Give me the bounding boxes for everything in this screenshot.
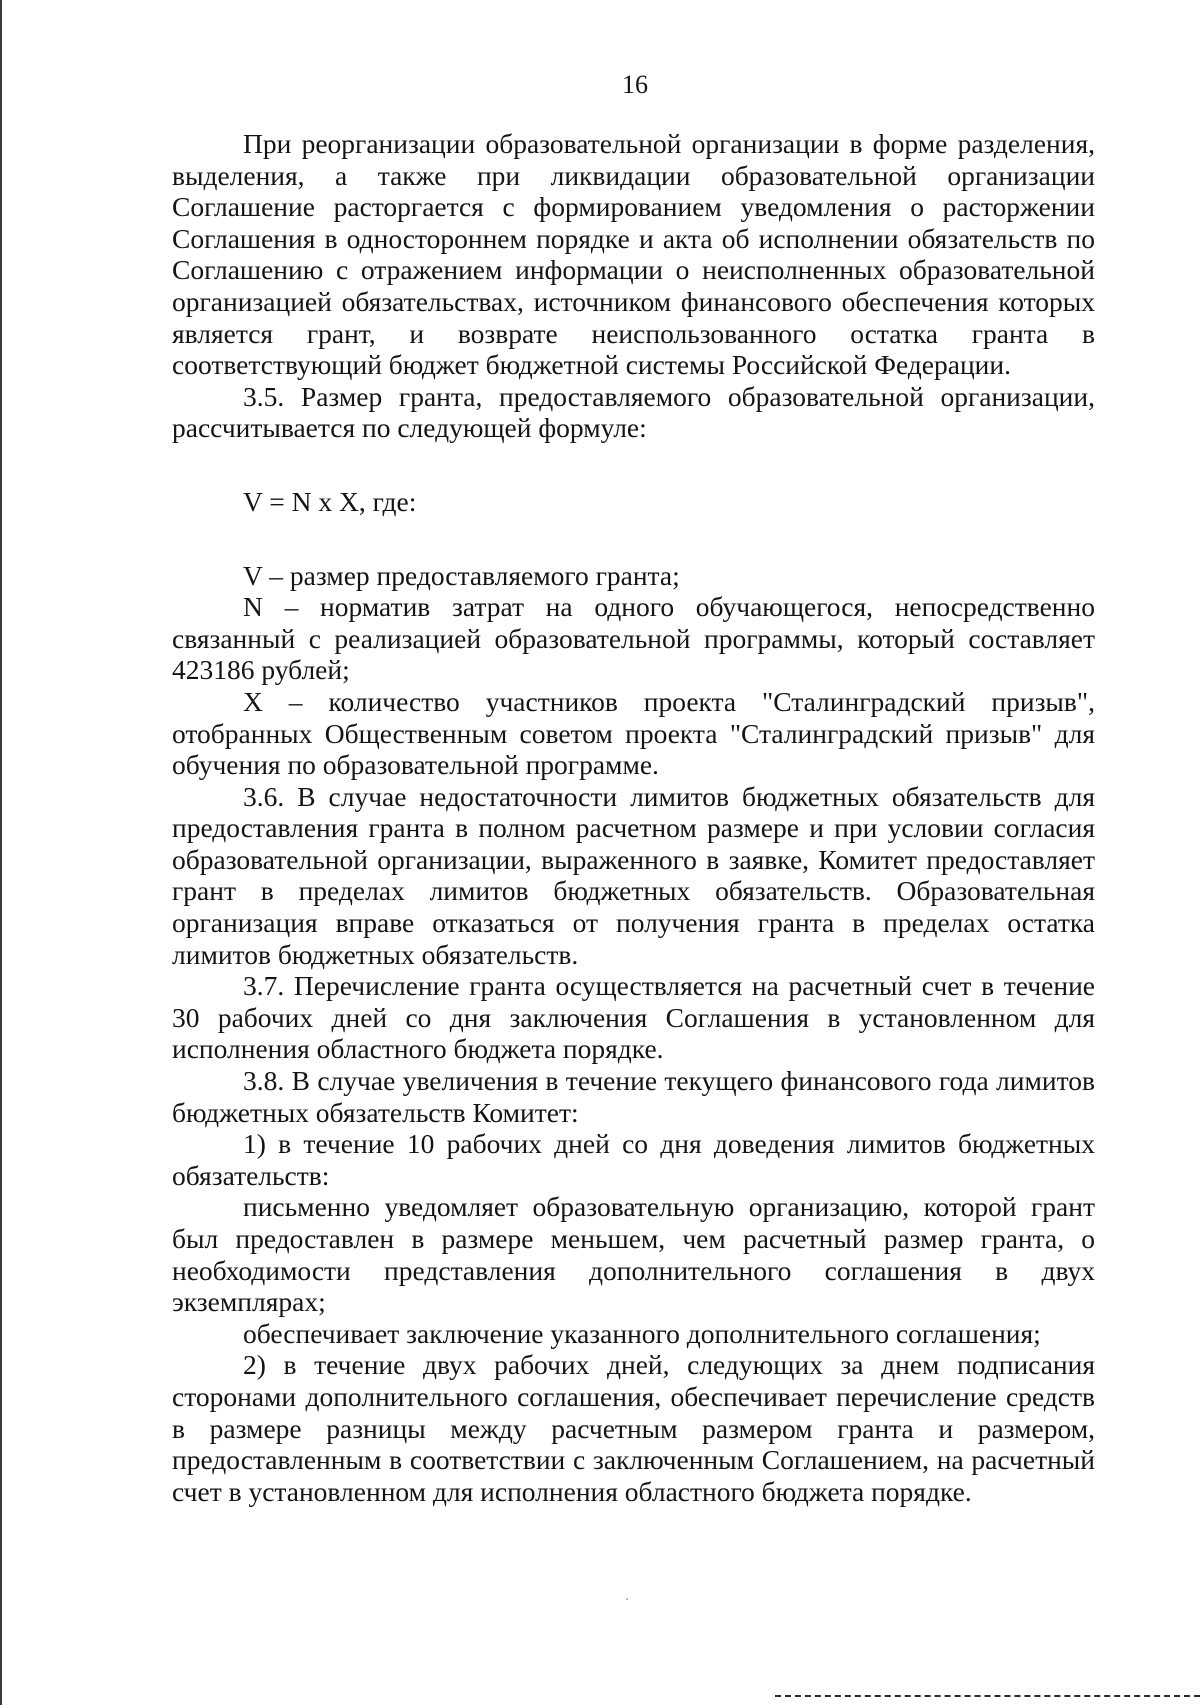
subitem-1: 1) в течение 10 рабочих дней со дня доведения лимитов бюджетных обязательств:	[172, 1128, 1095, 1191]
paragraph-reorganization: При реорганизации образовательной организации в форме разделения, выделения, а также при ликвидации образовательной организации Соглашение расторгается с формированием уведомления о расторжении Соглашения в одностороннем порядке и акта об исполнении обязательств по Соглашению с отражением информации о неисполненных образовательной организацией обязательствах, источником финансового обеспечения которых является грант, и возврате неиспользованного остатка гранта в соответствующий бюджет бюджетной системы Российской Федерации.	[172, 128, 1095, 381]
paragraph-3-5: 3.5. Размер гранта, предоставляемого образовательной организации, рассчитывается по следующей формуле:	[172, 380, 1095, 444]
paragraph-3-8: 3.8. В случае увеличения в течение текущего финансового года лимитов бюджетных обязательств Комитет:	[172, 1065, 1095, 1128]
definition-n: N – норматив затрат на одного обучающегося, непосредственно связанный с реализацией образовательной программы, который составляет 423186 рублей;	[172, 591, 1095, 686]
subitem-2: 2) в течение двух рабочих дней, следующих за днем подписания сторонами дополнительного соглашения, обеспечивает перечисление средств в размере разницы между расчетным размером гранта и размером, предоставленным в соответствии с заключенным Соглашением, на расчетный счет в установленном для исполнения областного бюджета порядке.	[172, 1349, 1095, 1507]
page-number: 16	[622, 70, 648, 99]
formula-spacer	[172, 444, 1095, 464]
subitem-1-notify: письменно уведомляет образовательную организацию, которой грант был предоставлен в размере меньшем, чем расчетный размер гранта, о необходимости представления дополнительного соглашения в двух экземплярах;	[172, 1191, 1095, 1318]
document-body	[172, 128, 1095, 1507]
formula-spacer-bottom	[172, 540, 1095, 560]
paragraph-3-7: 3.7. Перечисление гранта осуществляется на расчетный счет в течение 30 рабочих дней со дня заключения Соглашения в установленном для исполнения областного бюджета порядке.	[172, 970, 1095, 1065]
definition-x: X – количество участников проекта "Сталинградский призыв", отобранных Общественным советом проекта "Сталинградский призыв" для обучения по образовательной программе.	[172, 685, 1095, 781]
subitem-1-conclude: обеспечивает заключение указанного дополнительного соглашения;	[243, 1317, 1041, 1349]
definition-v: V – размер предоставляемого гранта;	[243, 559, 680, 591]
grant-formula: V = N x X, где:	[243, 485, 417, 517]
scan-speck	[626, 1598, 628, 1600]
paragraph-3-6: 3.6. В случае недостаточности лимитов бюджетных обязательств для предоставления гранта в полном расчетном размере и при условии согласия образовательной организации, выраженного в заявке, Комитет предоставляет грант в пределах лимитов бюджетных обязательств. Образовательная организация вправе отказаться от получения гранта в пределах остатка лимитов бюджетных обязательств.	[172, 780, 1095, 970]
scan-bottom-rule	[775, 1695, 1200, 1697]
scan-left-edge	[0, 0, 2, 1705]
